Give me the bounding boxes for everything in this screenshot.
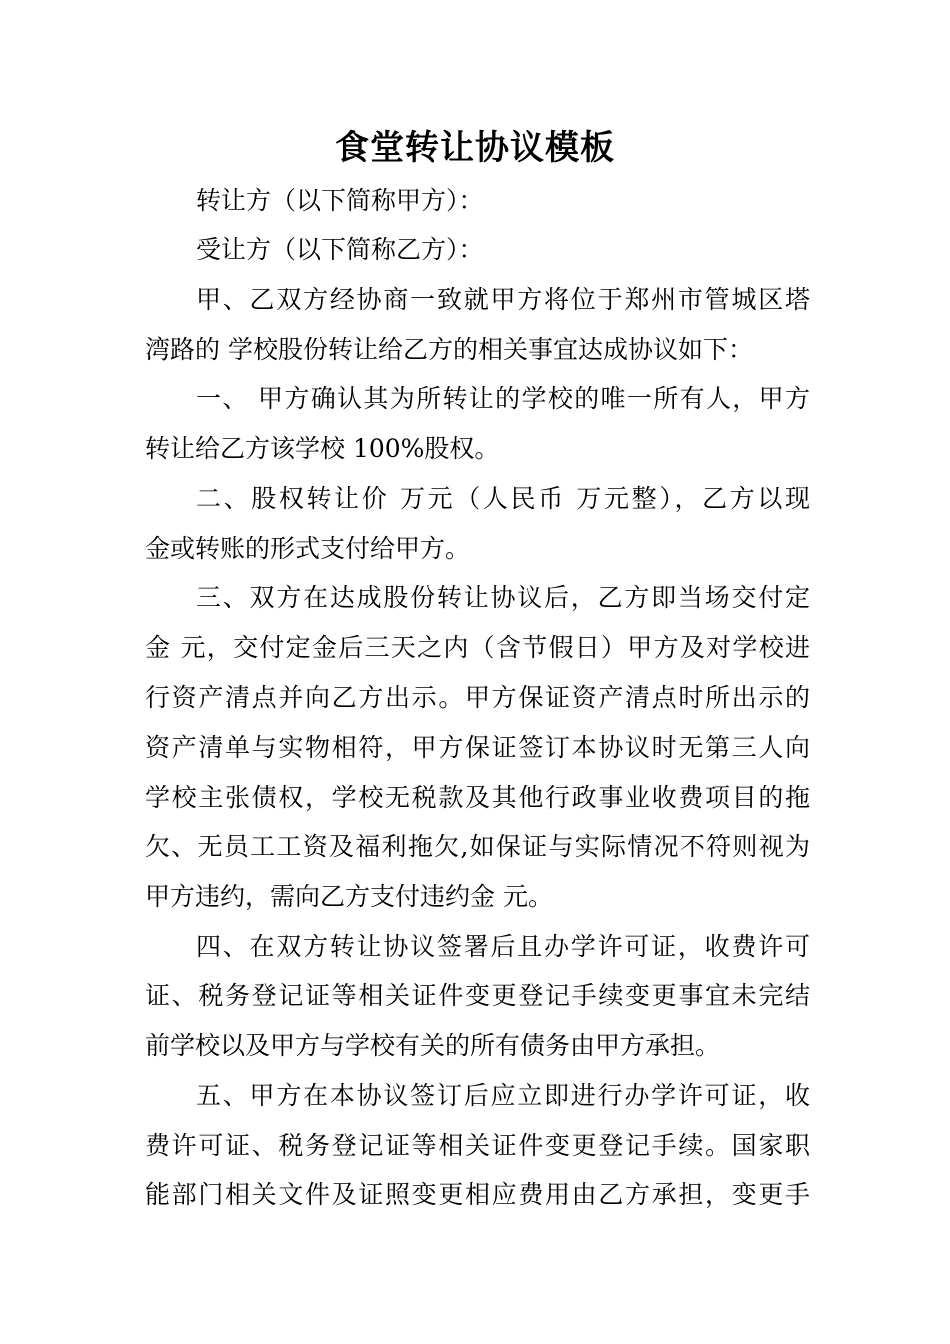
clause-3-line: 资产清单与实物相符，甲方保证签订本协议时无第三人向 (145, 733, 810, 762)
clause-3-line: 三、双方在达成股份转让协议后，乙方即当场交付定 (196, 583, 810, 612)
clause-4-line: 证、税务登记证等相关证件变更登记手续变更事宜未完结 (145, 981, 810, 1010)
clause-5-line: 费许可证、税务登记证等相关证件变更登记手续。国家职 (145, 1131, 810, 1160)
clause-3-line: 甲方违约，需向乙方支付违约金 元。 (145, 882, 553, 911)
clause-4-line: 前学校以及甲方与学校有关的所有债务由甲方承担。 (145, 1031, 721, 1060)
clause-2-line: 金或转账的形式支付给甲方。 (145, 534, 471, 563)
clause-5-line: 能部门相关文件及证照变更相应费用由乙方承担，变更手 (145, 1180, 810, 1209)
clause-3-line: 学校主张债权，学校无税款及其他行政事业收费项目的拖 (145, 783, 810, 812)
party-a-line: 转让方（以下简称甲方）： (196, 186, 484, 215)
clause-2-line: 二、股权转让价 万元（人民币 万元整），乙方以现 (196, 484, 810, 513)
clause-1-line: 转让给乙方该学校 100%股权。 (145, 434, 500, 463)
clause-5-line: 五、甲方在本协议签订后应立即进行办学许可证，收 (196, 1081, 810, 1110)
intro-line: 甲、乙双方经协商一致就甲方将位于郑州市管城区塔 (196, 285, 810, 314)
clause-4-line: 四、在双方转让协议签署后且办学许可证，收费许可 (196, 932, 810, 961)
clause-3-line: 金 元，交付定金后三天之内（含节假日）甲方及对学校进 (145, 633, 810, 662)
intro-line: 湾路的 学校股份转让给乙方的相关事宜达成协议如下： (145, 335, 753, 364)
party-b-line: 受让方（以下简称乙方）： (196, 235, 484, 264)
clause-3-line: 欠、无员工工资及福利拖欠,如保证与实际情况不符则视为 (145, 832, 810, 861)
clause-1-line: 一、 甲方确认其为所转让的学校的唯一所有人，甲方 (196, 384, 810, 413)
document-title: 食堂转让协议模板 (335, 128, 615, 168)
clause-3-line: 行资产清点并向乙方出示。甲方保证资产清点时所出示的 (145, 683, 810, 712)
